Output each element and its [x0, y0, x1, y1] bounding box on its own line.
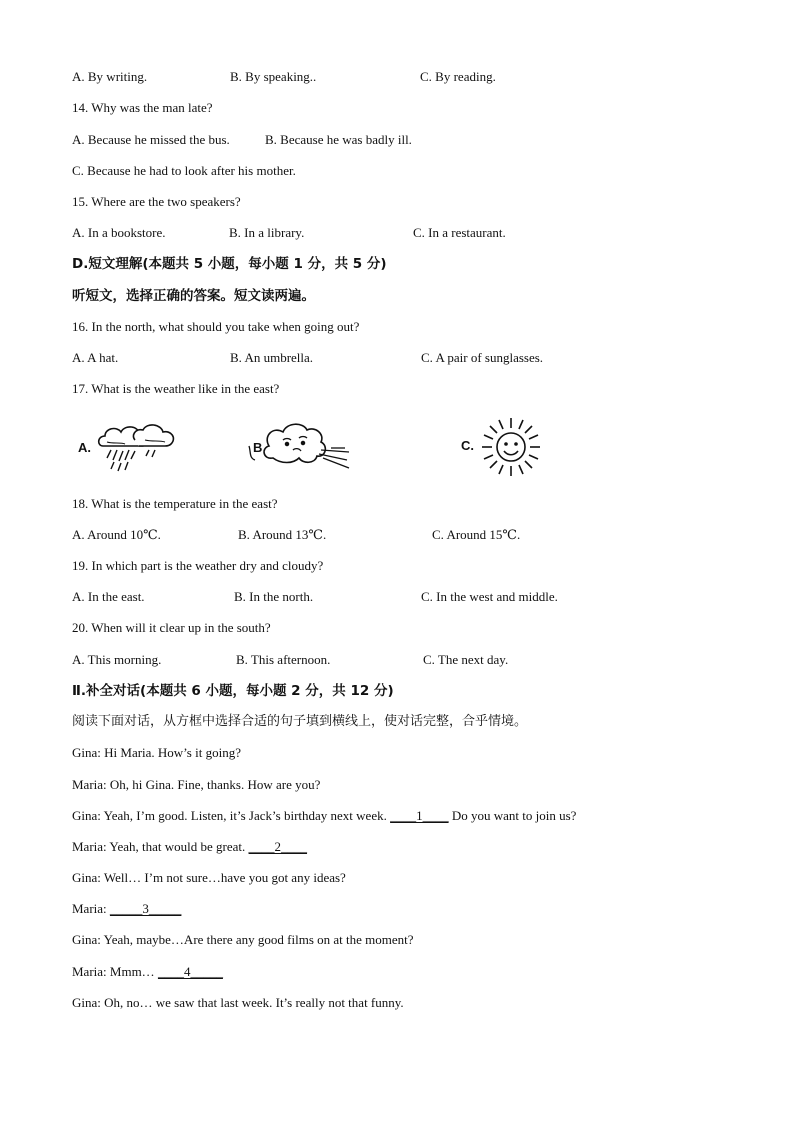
q20-option-a: A. This morning. — [72, 652, 162, 667]
blank-1[interactable]: ____1____ — [390, 808, 449, 823]
q15-option-c: C. In a restaurant. — [413, 225, 506, 240]
dialogue-line — [72, 964, 223, 980]
dialogue-line — [72, 839, 307, 855]
blank-2[interactable]: ____2____ — [248, 839, 308, 854]
q13-option-c: C. By reading. — [420, 69, 496, 84]
q15-question: 15. Where are the two speakers? — [72, 194, 241, 209]
q15-option-a: A. In a bookstore. — [72, 225, 166, 240]
q16-option-a: A. A hat. — [72, 350, 119, 365]
q14-option-c: C. Because he had to look after his mother. — [72, 163, 296, 178]
section-d-instruction: 听短文，选择正确的答案。短文读两遍。 — [72, 288, 315, 304]
q16-question: 16. In the north, what should you take when going out? — [72, 319, 360, 334]
blank-4[interactable]: ____4_____ — [157, 964, 223, 979]
rain-cloud-icon — [95, 420, 180, 475]
q17-label-c: C. — [461, 438, 474, 453]
q13-option-b: B. By speaking.. — [230, 69, 317, 84]
q19-option-c: C. In the west and middle. — [421, 589, 558, 604]
q17-question: 17. What is the weather like in the east? — [72, 381, 280, 396]
q18-option-a: A. Around 10℃. — [72, 527, 161, 542]
dialogue-text: Maria: — [72, 901, 110, 916]
dialogue-line: Gina: Hi Maria. How’s it going? — [72, 745, 241, 760]
q16-option-b: B. An umbrella. — [230, 350, 314, 365]
section-ii-title: Ⅱ.补全对话(本题共 6 小题，每小题 2 分，共 12 分) — [72, 683, 394, 699]
dialogue-line: Gina: Oh, no… we saw that last week. It’s really not that funny. — [72, 995, 404, 1010]
dialogue-line — [72, 808, 576, 824]
q17-label-a: A. — [78, 440, 91, 455]
q19-option-b: B. In the north. — [234, 589, 314, 604]
dialogue-text: Gina: Yeah, I’m good. Listen, it’s Jack’s birthday next week. — [72, 808, 391, 823]
section-ii-instruction: 阅读下面对话，从方框中选择合适的句子填到横线上，使对话完整，合乎情境。 — [72, 714, 528, 729]
q14-option-a: A. Because he missed the bus. — [72, 132, 230, 147]
dialogue-line: Maria: Oh, hi Gina. Fine, thanks. How are you? — [72, 777, 321, 792]
q14-option-b: B. Because he was badly ill. — [265, 132, 412, 147]
dialogue-text: Maria: Mmm… — [72, 964, 158, 979]
q20-option-c: C. The next day. — [423, 652, 509, 667]
wind-cloud-icon — [245, 418, 355, 473]
blank-3[interactable]: _____3_____ — [109, 901, 182, 916]
q14-question: 14. Why was the man late? — [72, 100, 213, 115]
q17-label-b: B — [253, 440, 263, 455]
q15-option-b: B. In a library. — [229, 225, 305, 240]
dialogue-text: Maria: Yeah, that would be great. — [72, 839, 249, 854]
dialogue-text: Do you want to join us? — [448, 808, 577, 823]
q16-option-c: C. A pair of sunglasses. — [421, 350, 544, 365]
dialogue-line — [72, 901, 181, 917]
q19-option-a: A. In the east. — [72, 589, 145, 604]
dialogue-line: Gina: Yeah, maybe…Are there any good films on at the moment? — [72, 932, 414, 947]
q18-option-b: B. Around 13℃. — [238, 527, 327, 542]
q18-question: 18. What is the temperature in the east? — [72, 496, 278, 511]
sun-icon — [480, 416, 542, 478]
dialogue-line: Gina: Well… I’m not sure…have you got any ideas? — [72, 870, 346, 885]
section-d-title: D.短文理解(本题共 5 小题，每小题 1 分，共 5 分) — [72, 256, 387, 272]
q20-question: 20. When will it clear up in the south? — [72, 620, 271, 635]
q19-question: 19. In which part is the weather dry and cloudy? — [72, 558, 324, 573]
q13-option-a: A. By writing. — [72, 69, 148, 84]
q18-option-c: C. Around 15℃. — [432, 527, 521, 542]
q20-option-b: B. This afternoon. — [236, 652, 331, 667]
